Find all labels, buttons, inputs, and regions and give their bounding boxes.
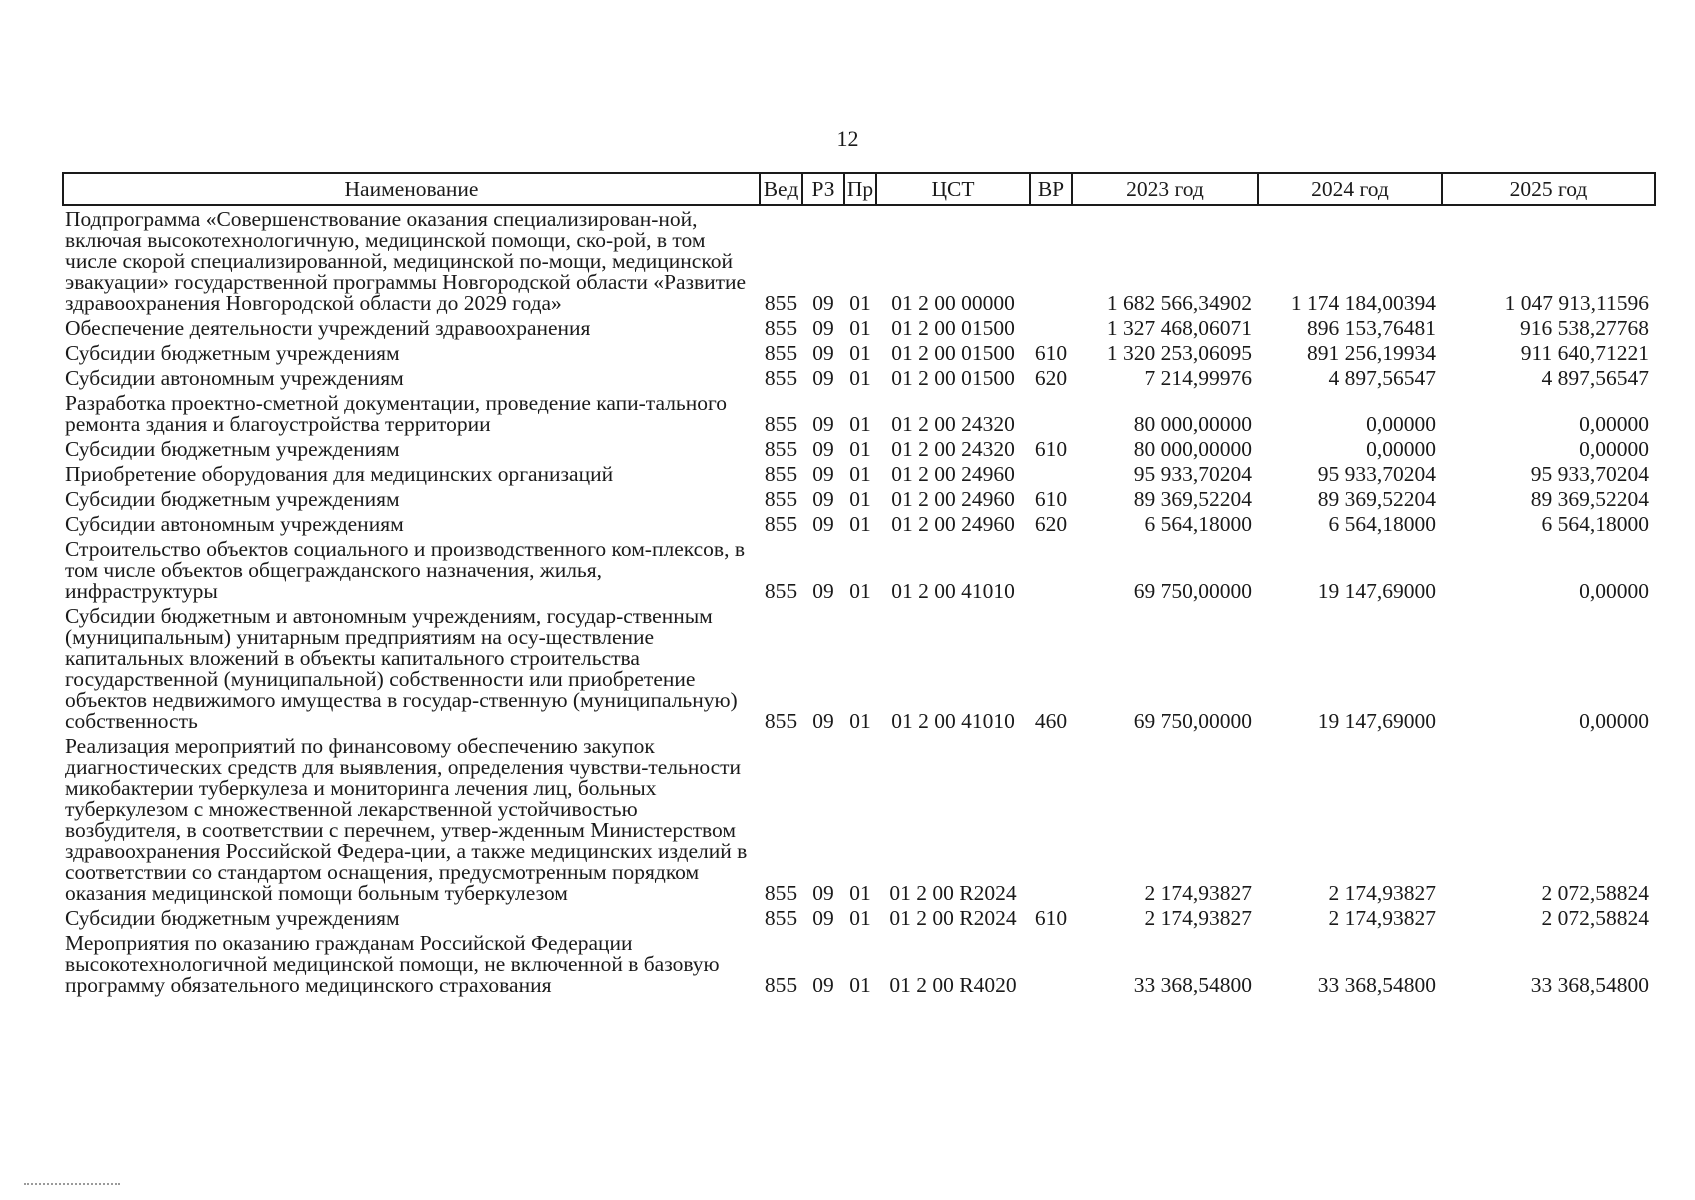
row-amount-2023: 95 933,70204: [1133, 462, 1252, 486]
scan-artifact: [24, 1183, 120, 1185]
row-rz: 09: [812, 412, 834, 436]
row-name: Реализация мероприятий по финансовому обеспечению закупок диагностических средств для выявления, определения чувстви-тельности микобактерии туберкулеза и мониторинга лечения лиц, больных туберкулезом с множественной лекарственной устойчивостью возбудителя, в соответствии с перечнем, утвер-жденным Министерством здравоохранения Российской Федера-ции, а также медицинских изделий в соответствии со стандартом оснащения, предусмотренным порядком оказания медицинской помощи больным туберкулезом: [65, 734, 748, 905]
row-pr: 01: [849, 316, 871, 340]
row-vr: 620: [1034, 366, 1068, 390]
header-vr: ВР: [1030, 173, 1072, 205]
row-vr: [1030, 536, 1072, 603]
row-cst: 01 2 00 41010: [891, 709, 1015, 733]
row-cst: 01 2 00 24960: [891, 487, 1015, 511]
row-name: Субсидии автономным учреждениям: [65, 512, 404, 536]
row-amount-2024: 0,00000: [1366, 412, 1436, 436]
table-row: [63, 390, 1655, 436]
row-ved: 855: [764, 487, 798, 511]
row-name: Строительство объектов социального и производственного ком-плексов, в том числе объектов общегражданского назначения, жилья, инфраструктуры: [65, 537, 745, 603]
row-amount-2024: 2 174,93827: [1328, 881, 1436, 905]
row-amount-2024: 33 368,54800: [1317, 973, 1436, 997]
row-amount-2023: 1 327 468,06071: [1106, 316, 1252, 340]
row-amount-2024: 19 147,69000: [1317, 709, 1436, 733]
page-number: 12: [836, 126, 859, 151]
row-name: Субсидии бюджетным учреждениям: [65, 341, 400, 365]
row-vr: [1030, 205, 1072, 315]
table-row: [63, 340, 1655, 365]
row-rz: 09: [812, 341, 834, 365]
row-name: Субсидии бюджетным и автономным учреждениям, государ-ственным (муниципальным) унитарным предприятиям на осу-ществление капитальных вложений в объекты капитального строительства государственной (муниципальной) собственности или приобретение объектов недвижимого имущества в государ-ственную (муниципальную) собственность: [65, 604, 738, 733]
table-row: [63, 536, 1655, 603]
header-name: Наименование: [63, 173, 760, 205]
row-rz: 09: [812, 579, 834, 603]
row-amount-2023: 2 174,93827: [1144, 906, 1252, 930]
table-row: [63, 733, 1655, 905]
header-rz: РЗ: [802, 173, 844, 205]
table-row: [63, 603, 1655, 733]
row-ved: 855: [764, 291, 798, 315]
row-amount-2024: 1 174 184,00394: [1290, 291, 1436, 315]
row-amount-2024: 2 174,93827: [1328, 906, 1436, 930]
table-body: [63, 205, 1655, 997]
row-vr: [1030, 733, 1072, 905]
row-amount-2023: 69 750,00000: [1133, 709, 1252, 733]
row-cst: 01 2 00 01500: [891, 316, 1015, 340]
row-name: Субсидии бюджетным учреждениям: [65, 487, 400, 511]
row-amount-2024: 89 369,52204: [1317, 487, 1436, 511]
row-amount-2024: 896 153,76481: [1307, 316, 1436, 340]
table-row: [63, 486, 1655, 511]
row-vr: 620: [1034, 512, 1068, 536]
row-pr: 01: [849, 487, 871, 511]
row-name: Приобретение оборудования для медицинских организаций: [65, 462, 614, 486]
row-amount-2025: 1 047 913,11596: [1504, 291, 1649, 315]
row-amount-2025: 0,00000: [1579, 437, 1649, 461]
row-cst: 01 2 00 00000: [891, 291, 1015, 315]
row-vr: 610: [1034, 341, 1068, 365]
row-vr: [1030, 390, 1072, 436]
row-vr: 610: [1034, 906, 1068, 930]
row-pr: 01: [849, 906, 871, 930]
row-cst: 01 2 00 24960: [891, 512, 1015, 536]
row-pr: 01: [849, 709, 871, 733]
table-row: [63, 905, 1655, 930]
row-amount-2025: 2 072,58824: [1541, 881, 1649, 905]
row-amount-2025: 95 933,70204: [1530, 462, 1649, 486]
row-amount-2024: 0,00000: [1366, 437, 1436, 461]
row-amount-2025: 89 369,52204: [1530, 487, 1649, 511]
row-rz: 09: [812, 881, 834, 905]
row-vr: [1030, 461, 1072, 486]
row-pr: 01: [849, 366, 871, 390]
row-amount-2025: 33 368,54800: [1530, 973, 1649, 997]
row-ved: 855: [764, 366, 798, 390]
row-amount-2024: 6 564,18000: [1328, 512, 1436, 536]
row-amount-2023: 33 368,54800: [1133, 973, 1252, 997]
row-ved: 855: [764, 341, 798, 365]
row-rz: 09: [812, 316, 834, 340]
row-pr: 01: [849, 462, 871, 486]
row-pr: 01: [849, 437, 871, 461]
table-row: [63, 511, 1655, 536]
row-rz: 09: [812, 709, 834, 733]
table-row: [63, 436, 1655, 461]
row-name: Субсидии бюджетным учреждениям: [65, 906, 400, 930]
row-amount-2023: 1 682 566,34902: [1106, 291, 1252, 315]
row-name: Субсидии бюджетным учреждениям: [65, 437, 400, 461]
row-rz: 09: [812, 462, 834, 486]
row-amount-2024: 891 256,19934: [1307, 341, 1436, 365]
row-amount-2025: 2 072,58824: [1541, 906, 1649, 930]
table-row: [63, 365, 1655, 390]
row-rz: 09: [812, 487, 834, 511]
budget-table: [62, 172, 1656, 997]
row-ved: 855: [764, 512, 798, 536]
row-name: Мероприятия по оказанию гражданам Российской Федерации высокотехнологичной медицинской помощи, не включенной в базовую программу обязательного медицинского страхования: [65, 931, 720, 997]
row-cst: 01 2 00 24320: [891, 437, 1015, 461]
row-cst: 01 2 00 41010: [891, 579, 1015, 603]
row-ved: 855: [764, 316, 798, 340]
row-vr: 610: [1034, 487, 1068, 511]
row-rz: 09: [812, 973, 834, 997]
row-ved: 855: [764, 579, 798, 603]
row-amount-2024: 95 933,70204: [1317, 462, 1436, 486]
row-cst: 01 2 00 R2024: [889, 881, 1017, 905]
row-vr: [1030, 315, 1072, 340]
row-name: Субсидии автономным учреждениям: [65, 366, 404, 390]
row-ved: 855: [764, 881, 798, 905]
row-ved: 855: [764, 973, 798, 997]
table-row: [63, 930, 1655, 997]
row-name: Обеспечение деятельности учреждений здравоохранения: [65, 316, 591, 340]
row-amount-2023: 7 214,99976: [1144, 366, 1252, 390]
row-vr: 610: [1034, 437, 1068, 461]
row-pr: 01: [849, 973, 871, 997]
header-2025: 2025 год: [1442, 173, 1655, 205]
header-2024: 2024 год: [1258, 173, 1442, 205]
row-amount-2025: 0,00000: [1579, 709, 1649, 733]
row-ved: 855: [764, 709, 798, 733]
row-cst: 01 2 00 24960: [891, 462, 1015, 486]
header-pr: Пр: [844, 173, 876, 205]
row-amount-2025: 6 564,18000: [1541, 512, 1649, 536]
table-row: [63, 461, 1655, 486]
row-amount-2024: 19 147,69000: [1317, 579, 1436, 603]
row-name: Разработка проектно-сметной документации, проведение капи-тального ремонта здания и благоустройства территории: [65, 391, 728, 436]
row-name: Подпрограмма «Совершенствование оказания специализирован-ной, включая высокотехнологичную, медицинской помощи, ско-рой, в том числе скорой специализированной, медицинской по-мощи, медицинской эвакуации» государственной программы Новгородской области «Развитие здравоохранения Новгородской области до 2029 года»: [65, 207, 747, 315]
row-amount-2023: 89 369,52204: [1133, 487, 1252, 511]
table-row: [63, 205, 1655, 315]
row-cst: 01 2 00 01500: [891, 341, 1015, 365]
row-amount-2024: 4 897,56547: [1328, 366, 1436, 390]
row-ved: 855: [764, 437, 798, 461]
row-pr: 01: [849, 341, 871, 365]
row-amount-2025: 911 640,71221: [1520, 341, 1649, 365]
row-ved: 855: [764, 462, 798, 486]
row-rz: 09: [812, 437, 834, 461]
table-row: [63, 315, 1655, 340]
row-amount-2023: 2 174,93827: [1144, 881, 1252, 905]
row-amount-2025: 916 538,27768: [1520, 316, 1649, 340]
row-pr: 01: [849, 291, 871, 315]
table-header: [63, 173, 1655, 205]
row-amount-2025: 0,00000: [1579, 579, 1649, 603]
row-amount-2023: 80 000,00000: [1133, 412, 1252, 436]
row-amount-2023: 6 564,18000: [1144, 512, 1252, 536]
row-cst: 01 2 00 24320: [891, 412, 1015, 436]
row-amount-2025: 0,00000: [1579, 412, 1649, 436]
row-amount-2023: 80 000,00000: [1133, 437, 1252, 461]
row-rz: 09: [812, 366, 834, 390]
row-vr: [1030, 930, 1072, 997]
row-amount-2023: 1 320 253,06095: [1106, 341, 1252, 365]
row-pr: 01: [849, 579, 871, 603]
header-cst: ЦСТ: [876, 173, 1030, 205]
row-ved: 855: [764, 412, 798, 436]
row-rz: 09: [812, 291, 834, 315]
row-pr: 01: [849, 881, 871, 905]
row-amount-2025: 4 897,56547: [1541, 366, 1649, 390]
row-pr: 01: [849, 512, 871, 536]
row-rz: 09: [812, 906, 834, 930]
row-amount-2023: 69 750,00000: [1133, 579, 1252, 603]
row-cst: 01 2 00 R2024: [889, 906, 1017, 930]
row-cst: 01 2 00 R4020: [889, 973, 1017, 997]
row-vr: 460: [1034, 709, 1068, 733]
row-ved: 855: [764, 906, 798, 930]
row-rz: 09: [812, 512, 834, 536]
row-pr: 01: [849, 412, 871, 436]
header-ved: Вед: [760, 173, 802, 205]
row-cst: 01 2 00 01500: [891, 366, 1015, 390]
header-2023: 2023 год: [1072, 173, 1258, 205]
